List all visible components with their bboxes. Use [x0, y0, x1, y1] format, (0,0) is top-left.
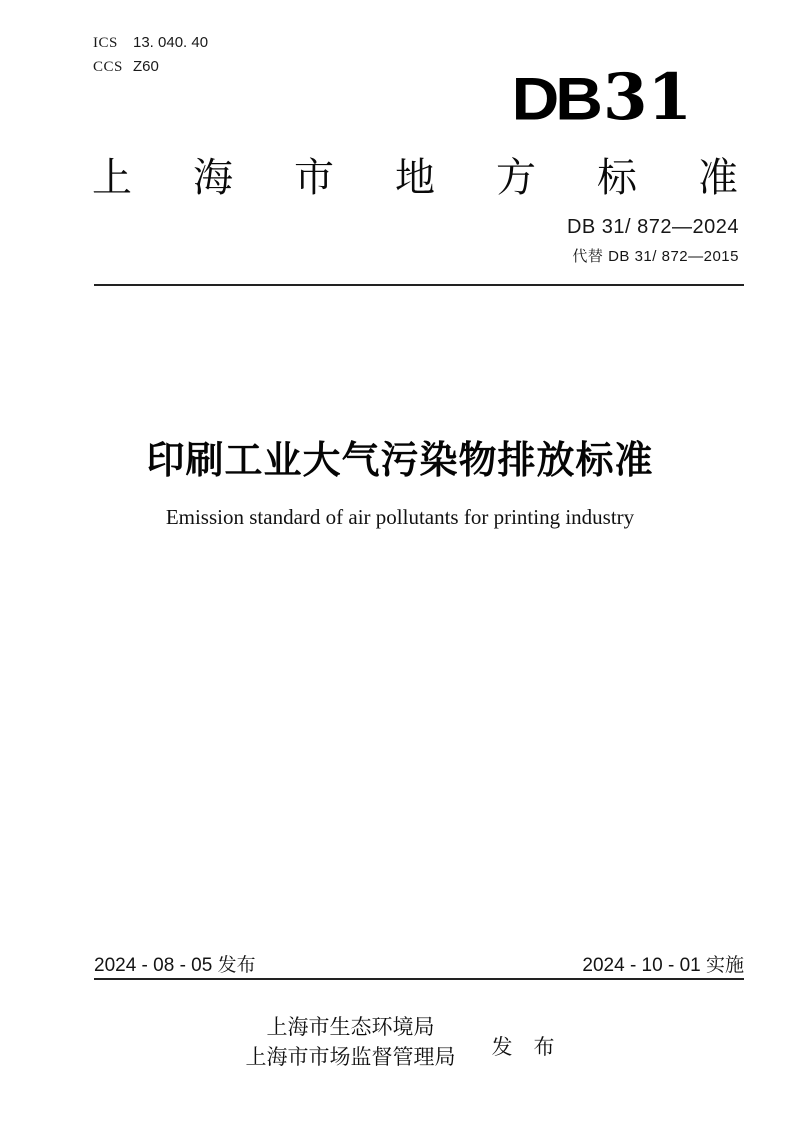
header-divider — [94, 284, 744, 286]
db31-logo — [511, 60, 692, 145]
publish-label: 发 布 — [491, 1036, 555, 1059]
publisher-2: 上海市市场监督管理局 — [245, 1046, 456, 1069]
implement-date: 2024 - 10 - 01 实施 — [582, 955, 744, 976]
ics-label: ICS — [93, 35, 118, 51]
ccs-label: CCS — [93, 59, 123, 75]
ics-value: 13. 040. 40 — [133, 34, 209, 51]
issue-date: 2024 - 08 - 05 发布 — [94, 955, 256, 976]
standard-number-block — [567, 216, 739, 266]
db31-logo-db-text: DB — [511, 64, 599, 133]
dates-row — [94, 950, 744, 977]
publisher-names — [246, 1013, 456, 1073]
publisher-block — [0, 1013, 800, 1073]
db31-logo-region-number: 31 — [602, 60, 692, 135]
standard-type-banner: 上海市地方标准 — [92, 156, 738, 200]
document-title-cn: 印刷工业大气污染物排放标准 — [146, 440, 654, 482]
footer-divider — [94, 978, 744, 980]
replaces-note: 代替 DB 31/ 872—2015 — [572, 248, 739, 265]
ics-block — [93, 31, 208, 79]
ics-row — [93, 31, 208, 55]
standard-number: DB 31/ 872—2024 — [566, 216, 739, 238]
document-title-en: Emission standard of air pollutants for printing industry — [165, 505, 635, 529]
publisher-1: 上海市生态环境局 — [266, 1016, 435, 1039]
ccs-value: Z60 — [133, 58, 159, 75]
ccs-row — [93, 55, 208, 79]
